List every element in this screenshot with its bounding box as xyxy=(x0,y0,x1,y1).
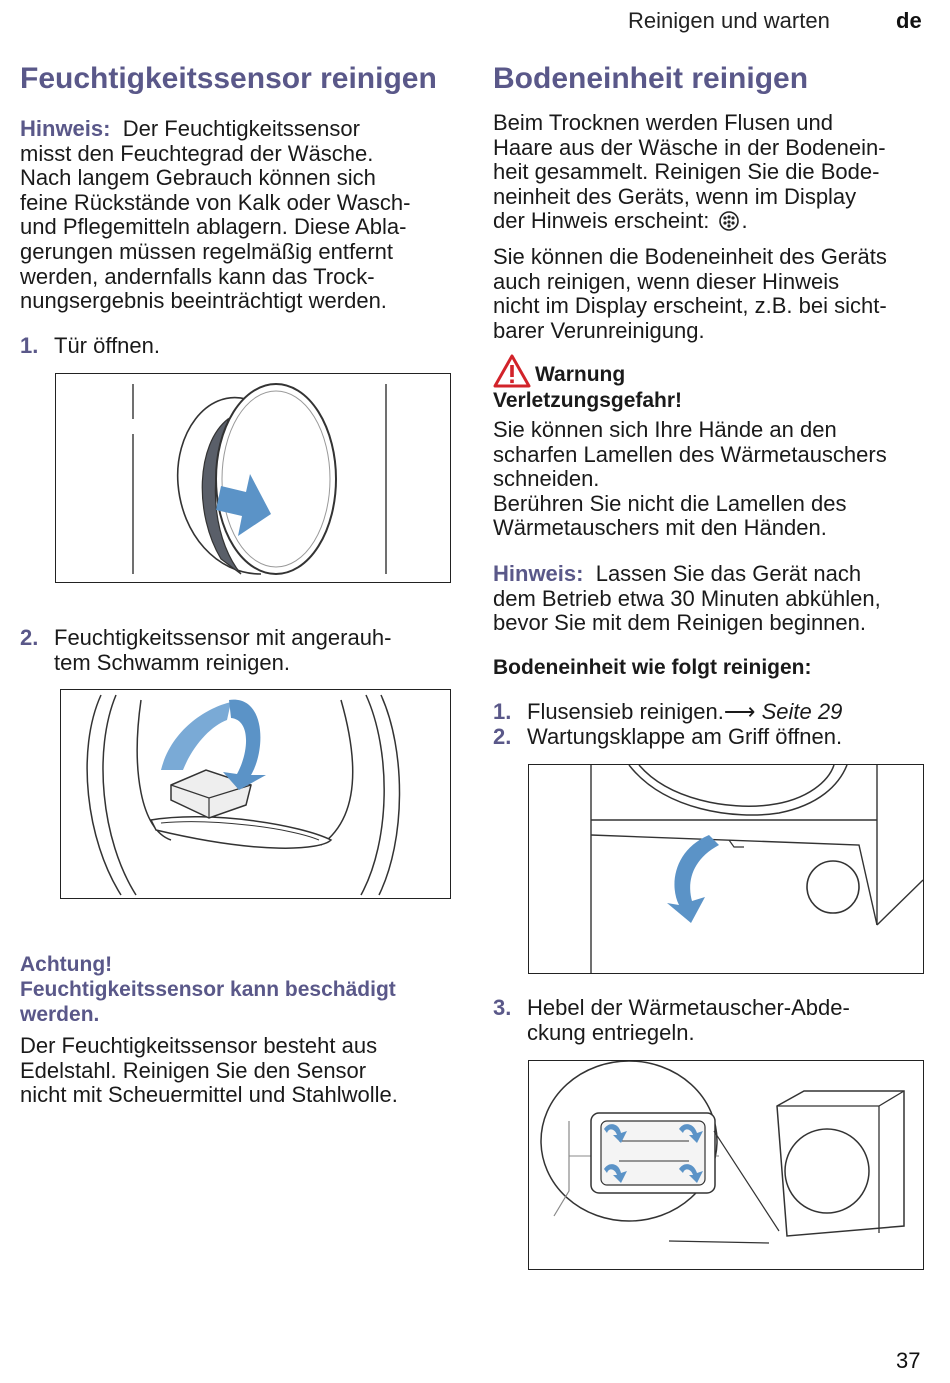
step-1-clean-lint-filter xyxy=(493,700,842,725)
section-title-base-unit: Bodeneinheit reinigen xyxy=(493,62,809,95)
warning-line: scharfen Lamellen des Wärmetauschers xyxy=(493,441,887,467)
para-line: heit gesammelt. Reinigen Sie die Bode- xyxy=(493,159,880,185)
paragraph-base-unit-1: Beim Trocknen werden Flusen und Haare aus der Wäsche in der Bodenein- heit gesammelt. Reinigen Sie die Bode- neinheit des Geräts, wenn im Display der Hinweis erscheint: . xyxy=(493,111,928,234)
warning-line: Wärmetauschers mit den Händen. xyxy=(493,515,827,541)
filter-display-icon xyxy=(716,210,742,232)
para-line: barer Verunreinigung. xyxy=(493,317,705,343)
figure-open-flap xyxy=(528,764,924,974)
caution-label: Achtung! xyxy=(20,953,113,976)
caution-block xyxy=(20,952,450,1027)
note-line: Nach langem Gebrauch können sich xyxy=(20,165,376,191)
step-1-open-door xyxy=(20,334,160,359)
warning-text xyxy=(493,418,933,541)
step-text: Wartungsklappe am Griff öffnen. xyxy=(527,724,843,749)
page-reference-link[interactable]: Seite 29 xyxy=(761,699,843,724)
step-text: Flusensieb reinigen. xyxy=(527,699,724,724)
running-header: Reinigen und warten xyxy=(628,8,830,33)
para-line: Beim Trocknen werden Flusen und xyxy=(493,110,833,135)
paragraph-base-unit-2 xyxy=(493,245,933,343)
warning-block xyxy=(493,354,933,414)
note-line: feine Rückstände von Kalk oder Wasch- xyxy=(20,189,411,215)
step-2-open-maintenance-flap xyxy=(493,725,842,750)
note-line: Lassen Sie das Gerät nach xyxy=(595,561,862,586)
warning-triangle-icon xyxy=(493,354,531,388)
note-line: Der Feuchtigkeitssensor xyxy=(122,116,360,141)
para-line: neinheit des Geräts, wenn im Display xyxy=(493,183,857,209)
page-number: 37 xyxy=(896,1348,921,1373)
para-line: auch reinigen, wenn dieser Hinweis xyxy=(493,268,840,294)
step-number: 1. xyxy=(20,333,39,358)
warning-heading: Verletzungsgefahr! xyxy=(493,389,683,412)
step-text: Feuchtigkeitssensor mit angerauh- xyxy=(54,625,392,650)
step-2-clean-sensor xyxy=(20,626,392,675)
caution-heading: werden. xyxy=(20,1003,100,1026)
warning-line: schneiden. xyxy=(493,466,600,492)
para-line: Haare aus der Wäsche in der Bodenein- xyxy=(493,134,886,160)
procedure-heading: Bodeneinheit wie folgt reinigen: xyxy=(493,656,812,679)
warning-line: Berühren Sie nicht die Lamellen des xyxy=(493,490,847,516)
para-line: nicht im Display erscheint, z.B. bei sicht- xyxy=(493,293,887,319)
caution-line: Edelstahl. Reinigen Sie den Sensor xyxy=(20,1057,367,1083)
figure-open-door xyxy=(55,373,451,583)
note-line: und Pflegemitteln ablagern. Diese Abla- xyxy=(20,214,407,240)
note-label: Hinweis: xyxy=(20,116,111,141)
step-text: Hebel der Wärmetauscher-Abde- xyxy=(527,995,850,1020)
note-line: nungsergebnis beeinträchtigt werden. xyxy=(20,288,387,314)
caution-line: nicht mit Scheuermittel und Stahlwolle. xyxy=(20,1082,398,1108)
step-text: tem Schwamm reinigen. xyxy=(54,649,290,675)
note-line: bevor Sie mit dem Reinigen beginnen. xyxy=(493,610,867,636)
figure-heat-exchanger-cover xyxy=(528,1060,924,1270)
warning-line: Sie können sich Ihre Hände an den xyxy=(493,417,837,442)
note-line: werden, andernfalls kann das Trock- xyxy=(20,263,375,289)
note-cooldown xyxy=(493,562,933,636)
step-number: 2. xyxy=(493,724,512,749)
step-text: Tür öffnen. xyxy=(54,333,160,358)
note-line: misst den Feuchtegrad der Wäsche. xyxy=(20,140,374,166)
section-title-sensor: Feuchtigkeitssensor reinigen xyxy=(20,62,437,95)
step-text: ckung entriegeln. xyxy=(527,1019,695,1045)
figure-clean-sensor xyxy=(60,689,451,899)
caution-text xyxy=(20,1034,450,1108)
caution-line: Der Feuchtigkeitssensor besteht aus xyxy=(20,1033,378,1058)
caution-heading: Feuchtigkeitssensor kann beschädigt xyxy=(20,978,396,1001)
note-sensor xyxy=(20,117,450,314)
step-3-unlock-lever xyxy=(493,996,850,1045)
step-number: 2. xyxy=(20,625,39,650)
para-line: Sie können die Bodeneinheit des Geräts xyxy=(493,244,887,269)
arrow-right-icon: ⟶ xyxy=(723,699,756,724)
step-number: 1. xyxy=(493,699,512,724)
step-number: 3. xyxy=(493,995,512,1020)
note-line: gerungen müssen regelmäßig entfernt xyxy=(20,238,393,264)
note-line: dem Betrieb etwa 30 Minuten abkühlen, xyxy=(493,585,881,611)
language-code: de xyxy=(896,8,922,33)
warning-label: Warnung xyxy=(535,363,626,386)
note-label: Hinweis: xyxy=(493,561,584,586)
